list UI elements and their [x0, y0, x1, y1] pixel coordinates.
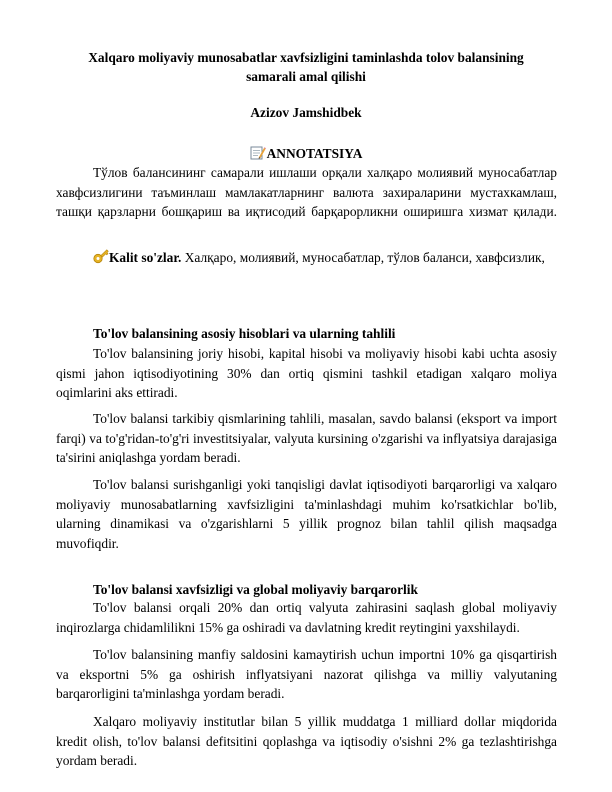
paragraph-text: To'lov balansi tarkibiy qismlarining tahlili, masalan, savdo balansi (eksport va import farqi) va to'g'ridan-to'g'ri investitsiyalar, valyuta kursining o'zgarishi va inflyatsiya darajasiga ta'sirini aniqlashga yordam beradi.: [56, 411, 557, 465]
annotation-body: Тўлов балансининг самарали ишлаши орқали халқаро молиявий муносабатлар хавфсизлигини таъминлаш мамлакатларнинг валюта захираларини мустахкамлаш, ташқи қарзларни бошқариш ва иқтисодий барқарорликни оширишга хизмат қилади.: [56, 165, 557, 219]
section2-heading: To'lov balansi xavfsizligi va global moliyaviy barqarorlik: [93, 582, 418, 597]
keywords-label: Kalit so'zlar.: [109, 250, 182, 265]
section1-paragraph-2: [56, 409, 557, 468]
paragraph-text: To'lov balansining joriy hisobi, kapital hisobi va moliyaviy hisobi kabi uchta asosiy qismi jahon iqtisodiyotining 30% dan ortiq qismini tashkil etadigan xalqaro moliya oqimlarini aks ettiradi.: [56, 346, 557, 400]
keywords-paragraph: [56, 248, 557, 268]
paragraph-text: To'lov balansi orqali 20% dan ortiq valyuta zahirasini saqlash global moliyaviy inqirozlarga chidamlilikni 15% ga oshiradi va davlatning kredit reytingini yaxshilaydi.: [56, 600, 557, 635]
keywords-text: Халқаро, молиявий, муносабатлар, тўлов баланси, хавфсизлик,: [184, 250, 545, 265]
paragraph-text: To'lov balansi surishganligi yoki tanqisligi davlat iqtisodiyoti barqarorligi va xalqaro moliyaviy munosabatlarning xavfsizligini ta'minlashdagi muhim ko'rsatkichlar bo'lib, ularning dinamikasi va o'zgarishlarni 5 yillik prognoz bilan tahlil qilish maqsadga muvofiqdir.: [56, 477, 557, 551]
author-name: Azizov Jamshidbek: [250, 105, 362, 120]
section2-paragraph-2: [56, 645, 557, 704]
annotation-heading-text: ANNOTATSIYA: [266, 146, 363, 161]
annotation-text: [56, 163, 557, 222]
key-icon: [93, 249, 109, 264]
memo-icon: [250, 145, 266, 160]
section1-heading: To'lov balansining asosiy hisoblari va ularning tahlili: [93, 326, 396, 341]
section1-paragraph-1: [56, 344, 557, 403]
section1-paragraph-3: [56, 475, 557, 553]
paragraph-text: Xalqaro moliyaviy institutlar bilan 5 yillik muddatga 1 milliard dollar miqdorida kredit olish, to'lov balansi defitsitini qoplashga va iqtisodiy o'sishni 2% ga tezlashtirishga yordam beradi.: [56, 714, 557, 768]
annotation-heading: [0, 145, 612, 163]
section2-paragraph-3: [56, 712, 557, 771]
paragraph-text: To'lov balansining manfiy saldosini kamaytirish uchun importni 10% ga qisqartirish va eksportni 5% ga oshirish inflyatsiyani nazorat qilishga va milliy valyutaning barqarorligini ta'minlashga yordam beradi.: [56, 647, 557, 701]
document-title: Xalqaro moliyaviy munosabatlar xavfsizligini taminlashda tolov balansining samarali amal qilishi: [88, 50, 524, 84]
section2-paragraph-1: [56, 598, 557, 637]
